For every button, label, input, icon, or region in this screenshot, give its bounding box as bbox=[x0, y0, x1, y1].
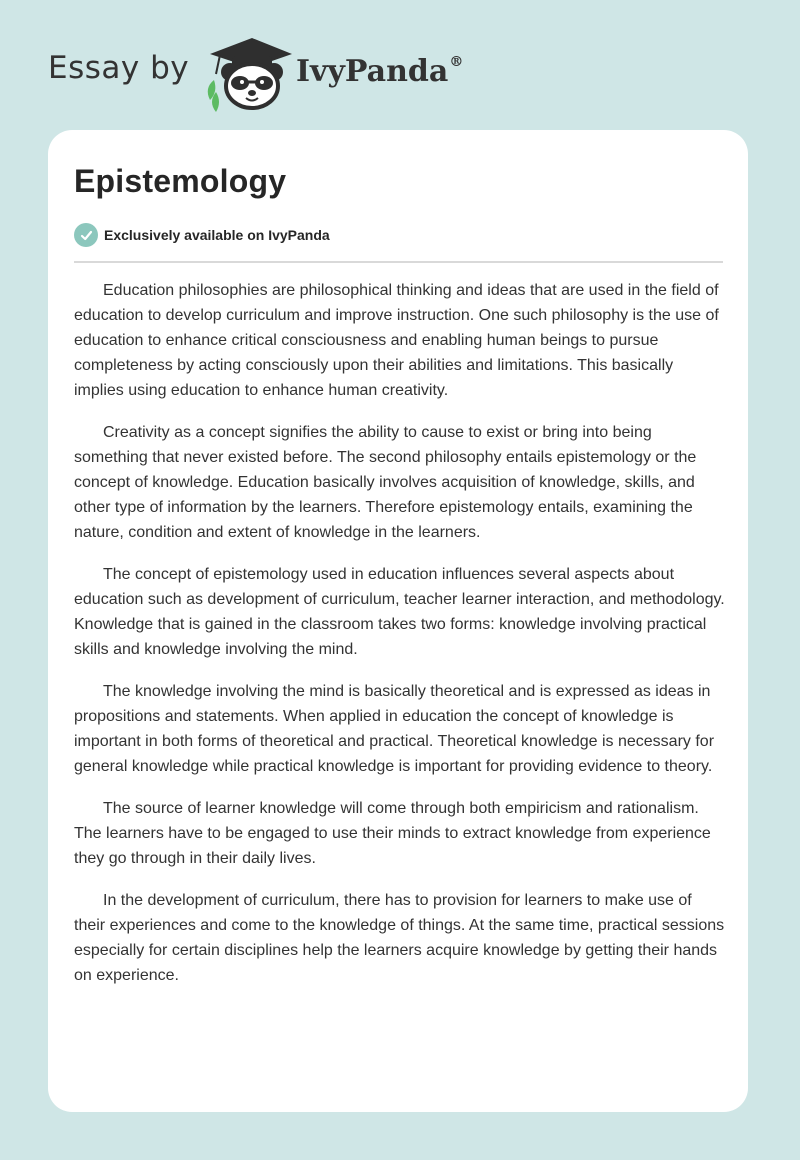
site-header bbox=[0, 0, 800, 130]
divider bbox=[74, 261, 723, 263]
brand-name[interactable]: IvyPanda® bbox=[296, 54, 464, 89]
essay-card bbox=[48, 130, 748, 1112]
registered-mark: ® bbox=[449, 54, 464, 70]
paragraph: Education philosophies are philosophical thinking and ideas that are used in the field of education to develop curriculum and improve instruction. One such philosophy is the use of education to enhance critical consciousness and enabling human beings to pursue completeness by acting consciously upon their abilities and limitations. This basically implies using education to enhance human creativity. bbox=[74, 282, 719, 399]
paragraph: Creativity as a concept signifies the ability to cause to exist or bring into being something that never existed before. The second philosophy entails epistemology or the concept of knowledge. Education basically involves acquisition of knowledge, skills, and other type of information by the learners. Therefore epistemology entails, examining the nature, condition and extent of knowledge in the learners. bbox=[74, 424, 697, 541]
paragraph: The concept of epistemology used in education influences several aspects about education such as development of curriculum, teacher learner interaction, and methodology. Knowledge that is gained in the classroom takes two forms: knowledge involving practical skills and knowledge involving the mind. bbox=[74, 566, 725, 658]
exclusive-badge bbox=[74, 222, 330, 248]
exclusive-badge-text: Exclusively available on IvyPanda bbox=[104, 227, 330, 243]
essay-by-label: Essay by bbox=[48, 50, 190, 86]
check-icon bbox=[74, 223, 98, 247]
paragraph: The source of learner knowledge will come through both empiricism and rationalism. The learners have to be engaged to use their minds to extract knowledge from experience they go through in their daily lives. bbox=[74, 800, 711, 867]
essay-body bbox=[74, 278, 726, 1005]
page-title: Epistemology bbox=[74, 163, 287, 199]
paragraph: The knowledge involving the mind is basically theoretical and is expressed as ideas in propositions and statements. When applied in education the concept of knowledge is important in both forms of theoretical and practical. Theoretical knowledge is necessary for general knowledge while practical knowledge is important for providing evidence to theory. bbox=[74, 683, 715, 775]
paragraph: In the development of curriculum, there has to provision for learners to make use of their experiences and come to the knowledge of things. At the same time, practical sessions especially for certain disciplines help the learners acquire knowledge by getting their hands on experience. bbox=[74, 892, 725, 984]
panda-graduate-icon[interactable] bbox=[200, 32, 296, 112]
